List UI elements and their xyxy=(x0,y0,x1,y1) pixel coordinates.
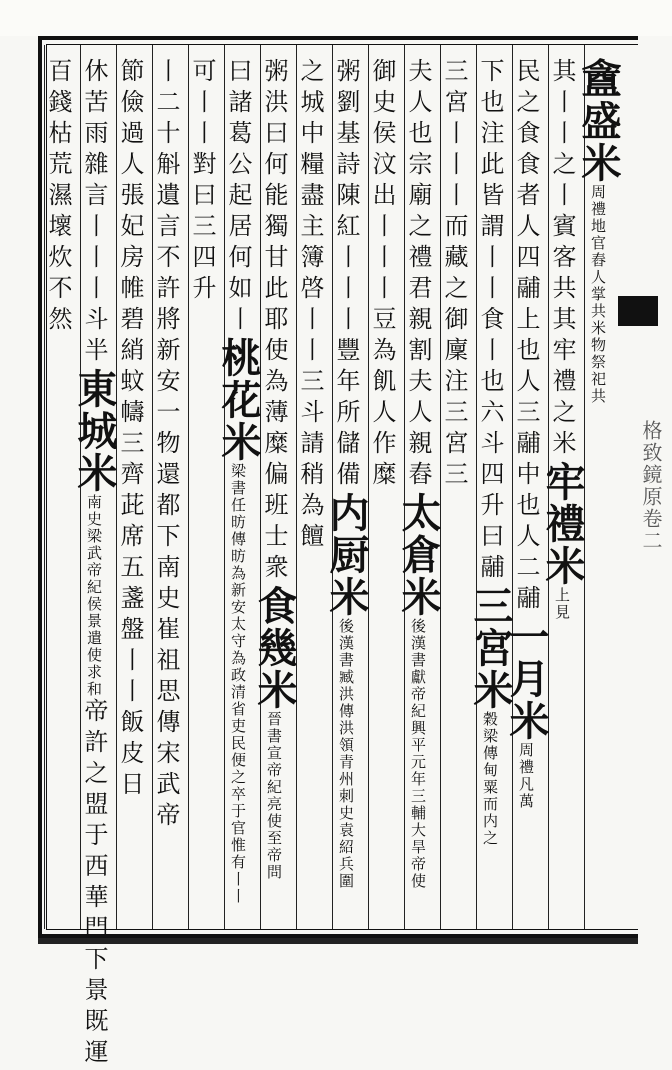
entry-heading: 桃花米 xyxy=(215,337,262,463)
column-text: 節儉過人張妃房帷碧綃蚊幬三齊茈席五盞盤丨丨飯皮日 xyxy=(116,58,144,802)
text-column xyxy=(45,58,79,928)
entry-heading: 内厨米 xyxy=(323,492,370,618)
annotation-text: 後漢書獻帝紀興平元年三輔大旱帝使 xyxy=(409,618,427,890)
column-text: 百錢枯荒濕壞炊不然 xyxy=(44,58,72,337)
text-column xyxy=(117,58,151,928)
column-text: 粥洪曰何能獨甘此耶使為薄糜偏班士衆 xyxy=(260,58,288,585)
column-text: 三宮丨丨丨而藏之御廩注三宮三 xyxy=(440,58,468,492)
annotation-text: 晉書宣帝紀亮使至帝問 xyxy=(265,711,283,881)
scan-top-edge xyxy=(0,0,672,36)
entry-heading: 東城米 xyxy=(71,368,118,494)
text-column xyxy=(189,58,223,928)
column-text: 下也注此皆謂丨丨食丨也六斗四升曰鬴 xyxy=(476,58,504,585)
annotation-text: 上見 xyxy=(553,587,571,621)
entry-heading: 牢禮米 xyxy=(539,461,586,587)
text-column xyxy=(539,58,586,928)
annotation-text: 周禮地官舂人掌共米物祭祀共 xyxy=(589,184,607,405)
text-column xyxy=(503,58,550,928)
margin-note: 格致鏡原卷二 xyxy=(639,420,663,552)
column-text: 御史侯汶出丨丨丨豆為飢人作糜 xyxy=(368,58,396,492)
text-column xyxy=(153,58,187,928)
column-text: 之城中糧盡主簿啓丨丨三斗請稍為饘 xyxy=(296,58,324,554)
text-column xyxy=(297,58,331,928)
column-text: 其丨丨之丨賓客共其牢禮之米 xyxy=(548,58,576,461)
column-text: 民之食食者人四鬴上也人三鬴中也人二鬴 xyxy=(512,58,540,616)
column-text: 休苦雨雜言丨丨丨斗半 xyxy=(80,58,108,368)
annotation-text: 周禮凡萬 xyxy=(517,742,535,810)
entry-heading: 食幾米 xyxy=(251,585,298,711)
entry-heading: 一月米 xyxy=(503,616,550,742)
annotation-text: 南史梁武帝紀侯景遣使求和 xyxy=(85,494,103,698)
text-column xyxy=(251,58,298,928)
column-text: 帝許之盟于西華門下景既運 xyxy=(80,698,108,1070)
annotation-text: 梁書任昉傳昉為新安太守為政清省吏民便之卒于官惟有丨丨 xyxy=(229,463,247,905)
column-text: 粥劉基詩陳紅丨丨丨豐年所儲備 xyxy=(332,58,360,492)
text-column xyxy=(71,58,118,1070)
annotation-text: 後漢書臧洪傳洪領青州刺史袁紹兵圍 xyxy=(337,618,355,890)
text-column xyxy=(395,58,442,928)
text-column xyxy=(369,58,403,928)
entry-heading: 太倉米 xyxy=(395,492,442,618)
entry-heading: 三宮米 xyxy=(467,585,514,711)
text-column xyxy=(441,58,475,928)
entry-heading: 盦盛米 xyxy=(575,58,622,184)
column-text: 曰諸葛公起居何如丨 xyxy=(224,58,252,337)
fold-mark xyxy=(618,296,658,326)
text-column xyxy=(323,58,370,928)
column-text: 丨二十斛遺言不許將新安一物還都下南史崔祖思傳宋武帝 xyxy=(152,58,180,833)
column-text: 可丨丨對曰三四升 xyxy=(188,58,216,306)
text-column xyxy=(467,58,514,928)
column-text: 夫人也宗廟之禮君親割夫人親舂 xyxy=(404,58,432,492)
text-column xyxy=(575,58,622,928)
annotation-text: 穀梁傳甸粟而内之 xyxy=(481,711,499,847)
text-column xyxy=(215,58,262,928)
page-bottom-border xyxy=(38,938,638,944)
